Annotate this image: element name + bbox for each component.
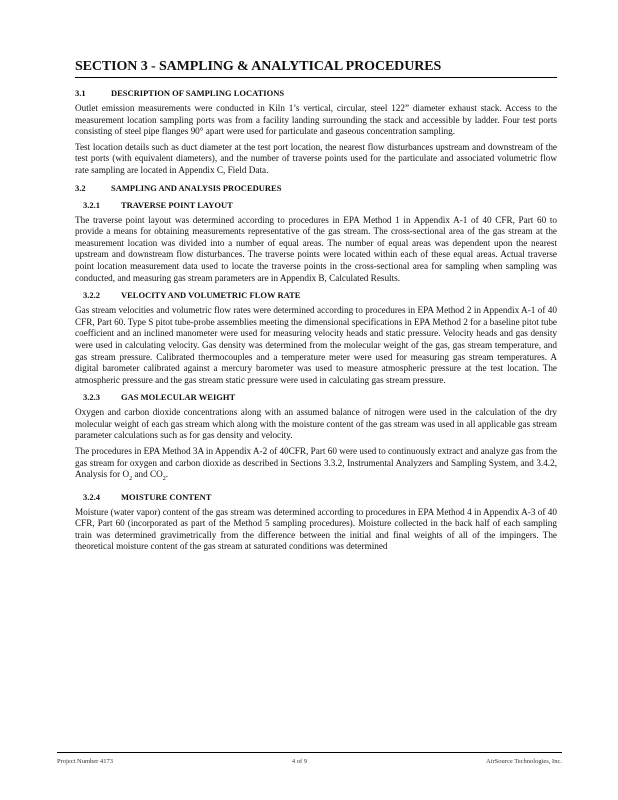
footer-company: AirSource Technologies, Inc. (486, 758, 562, 765)
page-content (75, 58, 557, 557)
heading-3-1 (75, 87, 557, 99)
heading-text: DESCRIPTION OF SAMPLING LOCATIONS (111, 88, 285, 98)
subscript: 2 (162, 476, 166, 483)
heading-3-2-1 (83, 199, 557, 211)
paragraph-text: . (165, 469, 169, 480)
heading-number: 3.2.2 (83, 290, 100, 301)
heading-3-2-2 (83, 289, 557, 301)
paragraph-3-2-3-b (75, 446, 557, 486)
heading-number: 3.2 (75, 182, 86, 193)
paragraph-3-1-b: Test location details such as duct diameter at the test port location, the nearest flow disturbances upstream and downstream of the test ports (with equivalent diameters), and the number of traverse points used for the particulate and associated volumetric flow rate sampling are located in Appendix C, Field Data. (75, 141, 557, 175)
heading-text: TRAVERSE POINT LAYOUT (121, 199, 233, 210)
paragraph-3-1-a: Outlet emission measurements were conducted in Kiln 1’s vertical, circular, steel 122” diameter exhaust stack. Access to the measurement location sampling ports was from a facility landing surrounding the stack and accessible by ladder. Four test ports consisting of steel pipe flanges 90° apart were used for particulate and gaseous concentration sampling. (75, 103, 557, 137)
paragraph-3-2-1: The traverse point layout was determined according to procedures in EPA Method 1 in Appendix A-1 of 40 CFR, Part 60 to provide a means for obtaining measurements representative of the gas stream. The cross-sectional area of the gas stream at the measurement location was divided into a number of equal areas. The number of equal areas was dependent upon the nearest upstream and downstream flow disturbances. The traverse points were located within each of these equal areas. Actual traverse point location measurement data used to locate the traverse points in the cross-sectional area for sampling when sampling was conducted, and measuring gas stream parameters are in Appendix B, Calculated Results. (75, 214, 557, 283)
paragraph-3-2-3-a: Oxygen and carbon dioxide concentrations along with an assumed balance of nitrogen were used in the calculation of the dry molecular weight of each gas stream which along with the moisture content of the gas stream was used in all applicable gas stream parameter calculations such as for gas density and velocity. (75, 407, 557, 441)
heading-text: VELOCITY AND VOLUMETRIC FLOW RATE (121, 290, 301, 301)
paragraph-3-2-4: Moisture (water vapor) content of the gas stream was determined according to procedures in EPA Method 4 in Appendix A-3 of 40 CFR, Part 60 (incorporated as part of the Method 5 sampling procedures). Moisture collected in the back half of each sampling train was determined gravimetrically from the difference between the initial and final weights of all of the impingers. The theoretical moisture content of the gas stream at saturated conditions was determined (75, 506, 557, 552)
heading-text: MOISTURE CONTENT (121, 491, 212, 502)
heading-3-2 (75, 182, 557, 194)
paragraph-3-2-2: Gas stream velocities and volumetric flow rates were determined according to procedures in EPA Method 2 in Appendix A-1 of 40 CFR, Part 60. Type S pitot tube-probe assemblies meeting the dimensional specifications in EPA Method 2 for a baseline pitot tube coefficient and an inclined manometer were used for measuring velocity heads and static pressure. Velocity heads and gas density were used in calculating velocity. Gas density was determined from the molecular weight of the gas, gas stream temperature, and gas stream pressure. Calibrated thermocouples and a temperature meter were used for measuring gas stream temperatures. A digital barometer calibrated against a mercury barometer was used to measure atmospheric pressure at the test location. The atmospheric pressure and the gas stream static pressure were used in calculating gas stream pressure. (75, 305, 557, 385)
paragraph-text: and CO (132, 469, 163, 480)
page-footer (57, 752, 562, 765)
heading-number: 3.2.1 (83, 199, 100, 210)
title-rule (75, 77, 557, 78)
heading-number: 3.2.4 (83, 491, 100, 502)
heading-text: SAMPLING AND ANALYSIS PROCEDURES (111, 182, 282, 193)
heading-3-2-3 (83, 391, 557, 403)
footer-project-number: Project Number 4173 (57, 758, 113, 765)
subscript: 2 (129, 476, 133, 483)
paragraph-text: The procedures in EPA Method 3A in Appendix A-2 of 40CFR, Part 60 were used to continuously extract and analyze gas from the gas stream for oxygen and carbon dioxide as described in Sections 3.3.2, Instrumental Analyzers and Sampling System, and 3.4.2, Analysis for O (75, 446, 557, 480)
heading-3-2-4 (83, 491, 557, 503)
heading-number: 3.1 (75, 88, 86, 98)
footer-page-number: 4 of 9 (291, 758, 308, 765)
section-title: SECTION 3 - SAMPLING & ANALYTICAL PROCEDURES (75, 59, 442, 74)
heading-number: 3.2.3 (83, 392, 100, 403)
heading-text: GAS MOLECULAR WEIGHT (121, 392, 236, 403)
